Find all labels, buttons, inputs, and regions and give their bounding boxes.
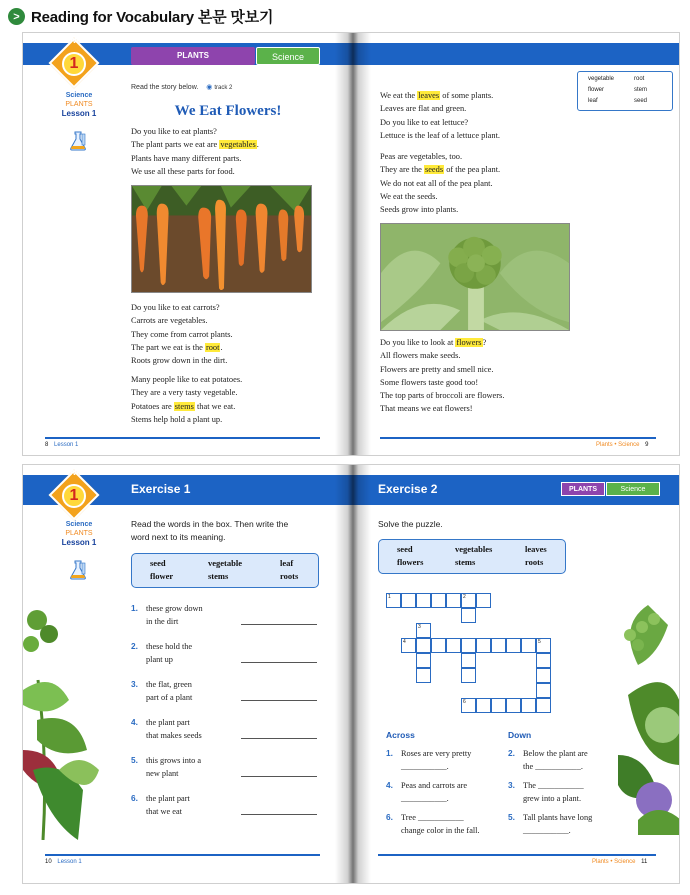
clue-number: 3. <box>508 780 515 790</box>
bank-word: leaves <box>525 544 547 554</box>
across-heading: Across <box>386 730 415 740</box>
item-number: 6. <box>131 793 138 803</box>
page-number: 9 <box>645 442 649 448</box>
cell-number: 2 <box>463 594 466 600</box>
cell-number: 6 <box>463 699 466 705</box>
exercise-item <box>131 678 231 706</box>
lesson-info <box>55 520 103 547</box>
story-line <box>131 328 233 341</box>
crossword-cell[interactable] <box>386 593 401 608</box>
bank-word: flower <box>150 571 174 581</box>
item-number: 4. <box>131 717 138 727</box>
crossword-cell[interactable] <box>506 638 521 653</box>
story-text: The plant parts we eat are <box>131 140 220 150</box>
page-header <box>8 6 273 27</box>
item-text <box>146 716 202 742</box>
story-paragraph <box>380 150 500 216</box>
item-line: this grows into a <box>146 756 202 765</box>
story-text: Do you like to eat lettuce? <box>380 117 469 127</box>
lesson-label: Lesson 1 <box>61 538 97 547</box>
flask-icon <box>69 131 87 154</box>
story-line <box>380 389 504 402</box>
bank-word: vegetables <box>455 544 493 554</box>
crossword-cell[interactable] <box>521 638 536 653</box>
footer-rule <box>378 854 656 856</box>
footer-rule <box>380 437 656 439</box>
bank-word: roots <box>525 557 544 567</box>
exercise-instruction: Solve the puzzle. <box>378 519 443 529</box>
story-line <box>131 314 233 327</box>
crossword-cell[interactable] <box>461 698 476 713</box>
clue-line: Tall plants have long <box>523 813 593 822</box>
item-number: 2. <box>131 641 138 651</box>
bank-word: seed <box>397 544 413 554</box>
clue-line: the ___________. <box>523 762 583 771</box>
story-line <box>131 413 242 426</box>
unit-badge <box>47 468 101 522</box>
word-bank <box>131 553 319 588</box>
story-text: of some plants. <box>440 91 494 100</box>
bank-word: leaf <box>280 558 294 568</box>
crossword-cell[interactable] <box>536 638 551 653</box>
crossword-cell[interactable] <box>416 593 431 608</box>
clue-line: grew into a plant. <box>523 794 582 803</box>
broccoli-photo <box>380 223 570 331</box>
story-text: That means we eat flowers! <box>380 404 473 414</box>
clue-line: Peas and carrots are <box>401 781 468 790</box>
clue-line: Tree ___________ <box>401 813 464 822</box>
story-line <box>380 203 500 216</box>
story-line <box>131 138 259 151</box>
clue-line: ___________. <box>401 794 449 803</box>
story-text: The top parts of broccoli are flowers. <box>380 391 505 401</box>
story-line <box>380 349 504 362</box>
clue <box>508 779 628 807</box>
story-line <box>380 190 500 203</box>
carrots-photo <box>131 185 312 293</box>
bank-word: flowers <box>397 557 424 567</box>
clue-line: change color in the fall. <box>401 826 480 835</box>
story-line <box>380 177 500 190</box>
story-text: We do not eat all of the pea plant. <box>380 178 493 188</box>
item-line: new plant <box>146 769 179 778</box>
clue-text <box>401 811 480 837</box>
clue-number: 6. <box>386 812 393 822</box>
story-line <box>380 402 504 415</box>
glossary-row <box>588 85 672 96</box>
bank-word: vegetable <box>208 558 242 568</box>
clue-line: ___________. <box>523 826 571 835</box>
story-text: that we eat. <box>194 401 236 411</box>
footer-label: Plants • Science <box>592 859 636 865</box>
book-spread-exercises <box>22 464 680 884</box>
footer-rule <box>45 854 320 856</box>
item-line: the plant part <box>146 718 190 727</box>
vocab-highlight: root <box>205 342 220 352</box>
crossword-cell[interactable] <box>536 668 551 683</box>
bank-word: stems <box>208 571 229 581</box>
story-text: Potatoes are <box>131 401 174 411</box>
clue <box>386 747 506 775</box>
clue-text <box>523 779 584 805</box>
topic-label: PLANTS <box>65 101 93 108</box>
plant-illustration-left <box>23 600 113 840</box>
item-line: these hold the <box>146 642 193 651</box>
story-text: Some flowers taste good too! <box>380 377 479 387</box>
exercise-item <box>131 754 231 782</box>
exercise-title: Exercise 2 <box>378 482 438 496</box>
exercise-instruction <box>131 518 288 544</box>
track-label: track 2 <box>214 85 233 91</box>
story-text: Do you like to eat carrots? <box>131 303 220 312</box>
topic-tab: PLANTS <box>561 482 605 496</box>
footer-label: Lesson 1 <box>57 859 82 865</box>
footer-label: Plants • Science <box>596 442 640 448</box>
story-text: ? <box>482 338 487 347</box>
page-11 <box>352 465 680 883</box>
item-text <box>146 754 201 780</box>
story-text: They come from carrot plants. <box>131 329 233 339</box>
story-line <box>380 376 504 389</box>
exercise-item <box>131 602 231 630</box>
story-line <box>380 163 500 176</box>
story-text: Flowers are pretty and smell nice. <box>380 364 494 374</box>
page-title: Reading for Vocabulary 본문 맛보기 <box>31 9 274 26</box>
story-text: Seeds grow into plants. <box>380 205 459 215</box>
story-line <box>380 336 504 349</box>
subject-label: Science <box>65 521 93 528</box>
story-line <box>131 373 242 386</box>
story-title: We Eat Flowers! <box>174 103 282 119</box>
story-paragraph <box>131 301 233 367</box>
crossword-cell[interactable] <box>461 608 476 623</box>
glossary-word: stem <box>634 87 648 93</box>
story-paragraph <box>131 125 259 178</box>
crossword-cell[interactable] <box>431 593 446 608</box>
item-line: part of a plant <box>146 693 193 702</box>
story-text: Do you like to look at <box>380 338 456 347</box>
story-text: . <box>256 140 259 150</box>
clue-text <box>523 747 588 773</box>
arrow-icon: > <box>8 8 25 25</box>
answer-line[interactable] <box>241 776 317 777</box>
crossword-cell[interactable] <box>461 668 476 683</box>
story-line <box>131 165 259 178</box>
item-text <box>146 678 192 704</box>
crossword-cell[interactable] <box>416 623 431 638</box>
glossary-word: leaf <box>588 98 598 104</box>
story-text: . <box>220 342 223 352</box>
story-text: Roots grow down in the dirt. <box>131 356 228 366</box>
read-instruction <box>131 83 232 91</box>
page-9 <box>352 33 680 455</box>
word-bank <box>378 539 566 574</box>
cell-number: 3 <box>418 624 421 630</box>
unit-label: UNIT <box>64 468 84 477</box>
answer-line[interactable] <box>241 738 317 739</box>
item-number: 5. <box>131 755 138 765</box>
clue-line: Roses are very pretty <box>401 749 472 758</box>
clue <box>508 811 628 839</box>
lesson-info <box>55 91 103 118</box>
instruction-line: word next to its meaning. <box>131 532 226 542</box>
unit-number: 1 <box>62 484 86 508</box>
item-line: plant up <box>146 655 173 664</box>
crossword-cell[interactable] <box>416 668 431 683</box>
story-text: We eat the <box>380 91 418 100</box>
topic-label: PLANTS <box>65 530 93 537</box>
crossword-cell[interactable] <box>536 698 551 713</box>
crossword-cell[interactable] <box>431 638 446 653</box>
page-number: 8 <box>45 442 49 448</box>
story-text: Plants have many different parts. <box>131 153 242 163</box>
instruction-line: Read the words in the box. Then write the <box>131 519 289 529</box>
glossary-word: root <box>634 76 645 82</box>
bank-word: seed <box>150 558 166 568</box>
item-line: in the dirt <box>146 617 179 626</box>
crossword-cell[interactable] <box>536 683 551 698</box>
story-line <box>380 89 500 102</box>
clue-text <box>523 811 592 837</box>
crossword-grid <box>386 593 566 718</box>
topic-tab: PLANTS <box>131 47 255 65</box>
story-line <box>380 116 500 129</box>
answer-line[interactable] <box>241 814 317 815</box>
glossary-row <box>588 96 672 107</box>
vocab-highlight: leaves <box>418 91 440 100</box>
crossword-cell[interactable] <box>536 653 551 668</box>
page-number: 11 <box>641 859 648 865</box>
clue <box>386 811 506 839</box>
story-paragraph <box>380 89 500 142</box>
subject-tab: Science <box>256 47 320 65</box>
answer-line[interactable] <box>241 662 317 663</box>
story-text: Many people like to eat potatoes. <box>131 375 243 384</box>
unit-badge <box>47 36 101 90</box>
crossword-cell[interactable] <box>521 698 536 713</box>
item-line: the flat, green <box>146 680 192 689</box>
exercise-item <box>131 792 231 820</box>
story-line <box>380 363 504 376</box>
clue-number: 5. <box>508 812 515 822</box>
story-text: They are the <box>380 165 424 175</box>
vocab-highlight: seeds <box>424 165 444 175</box>
lesson-label: Lesson 1 <box>61 109 97 118</box>
crossword-cell[interactable] <box>401 593 416 608</box>
glossary-word: seed <box>634 98 648 104</box>
item-text <box>146 792 190 818</box>
clue-line: The ___________ <box>523 781 584 790</box>
story-text: of the pea plant. <box>444 165 501 175</box>
story-text: Leaves are flat and green. <box>380 104 467 114</box>
clue-line: ___________. <box>401 762 449 771</box>
subject-label: Science <box>65 92 93 99</box>
vocab-highlight: stems <box>174 401 194 411</box>
bank-word: stems <box>455 557 476 567</box>
crossword-cell[interactable] <box>461 653 476 668</box>
crossword-cell[interactable] <box>506 698 521 713</box>
story-text: Carrots are vegetables. <box>131 316 208 326</box>
story-line <box>131 125 259 138</box>
story-line <box>131 354 233 367</box>
item-number: 3. <box>131 679 138 689</box>
unit-number: 1 <box>62 52 86 76</box>
crossword-cell[interactable] <box>446 593 461 608</box>
clue-text <box>401 747 471 773</box>
cell-number: 5 <box>538 639 541 645</box>
item-text <box>146 640 192 666</box>
crossword-cell[interactable] <box>491 638 506 653</box>
page-8 <box>23 33 352 455</box>
unit-label: UNIT <box>64 36 84 45</box>
answer-line[interactable] <box>241 700 317 701</box>
crossword-cell[interactable] <box>476 638 491 653</box>
book-spread-story <box>22 32 680 456</box>
vocab-highlight: vegetables <box>220 140 256 150</box>
clue <box>508 747 628 775</box>
crossword-cell[interactable] <box>461 593 476 608</box>
story-text: Lettuce is the leaf of a lettuce plant. <box>380 130 500 140</box>
page-footer <box>596 442 648 448</box>
story-text: Peas are vegetables, too. <box>380 152 463 161</box>
crossword-cell[interactable] <box>416 653 431 668</box>
cell-number: 4 <box>403 639 406 645</box>
item-line: that we eat <box>146 807 182 816</box>
page-10 <box>23 465 352 883</box>
story-line <box>380 129 500 142</box>
item-number: 1. <box>131 603 138 613</box>
footer-label: Lesson 1 <box>54 442 79 448</box>
crossword-cell[interactable] <box>476 698 491 713</box>
crossword-cell[interactable] <box>446 638 461 653</box>
story-line <box>131 341 233 354</box>
crossword-cell[interactable] <box>491 698 506 713</box>
story-line <box>131 400 242 413</box>
clue <box>386 779 506 807</box>
subject-tab: Science <box>606 482 660 496</box>
story-text: They are a very tasty vegetable. <box>131 388 238 398</box>
story-line <box>131 152 259 165</box>
page-footer <box>592 859 647 865</box>
page-footer <box>45 859 82 865</box>
down-heading: Down <box>508 730 532 740</box>
item-line: the plant part <box>146 794 190 803</box>
story-text: We use all these parts for food. <box>131 166 235 176</box>
bank-word: roots <box>280 571 299 581</box>
crossword-cell[interactable] <box>416 638 431 653</box>
glossary-row <box>588 74 672 85</box>
cell-number: 1 <box>388 594 391 600</box>
story-line <box>131 301 233 314</box>
crossword-cell[interactable] <box>476 593 491 608</box>
story-line <box>380 150 500 163</box>
footer-rule <box>45 437 320 439</box>
clue-line: Below the plant are <box>523 749 588 758</box>
story-paragraph <box>380 336 504 416</box>
item-text <box>146 602 203 628</box>
clue-text <box>401 779 467 805</box>
vocab-highlight: flowers <box>456 338 482 347</box>
cd-icon[interactable]: ◉ <box>206 84 213 91</box>
exercise-item <box>131 640 231 668</box>
flask-icon <box>69 560 87 583</box>
page-footer <box>45 442 78 448</box>
crossword-cell[interactable] <box>461 638 476 653</box>
exercise-title: Exercise 1 <box>131 482 191 496</box>
story-text: We eat the seeds. <box>380 191 438 201</box>
crossword-cell[interactable] <box>401 638 416 653</box>
answer-line[interactable] <box>241 624 317 625</box>
clue-number: 4. <box>386 780 393 790</box>
glossary-word: flower <box>588 87 605 93</box>
story-line <box>131 386 242 399</box>
story-text: The part we eat is the <box>131 342 205 352</box>
story-text: All flowers make seeds. <box>380 351 461 361</box>
title-band <box>352 43 680 65</box>
exercise-item <box>131 716 231 744</box>
read-instruction-text: Read the story below. <box>131 84 199 91</box>
item-line: that makes seeds <box>146 731 202 740</box>
glossary-word: vegetable <box>588 76 615 82</box>
page-number: 10 <box>45 859 52 865</box>
glossary-box <box>577 71 673 111</box>
item-line: these grow down <box>146 604 203 613</box>
clue-number: 2. <box>508 748 515 758</box>
story-text: Stems help hold a plant up. <box>131 414 223 424</box>
clue-number: 1. <box>386 748 393 758</box>
story-paragraph <box>131 373 242 426</box>
story-line <box>380 102 500 115</box>
story-text: Do you like to eat plants? <box>131 127 217 136</box>
